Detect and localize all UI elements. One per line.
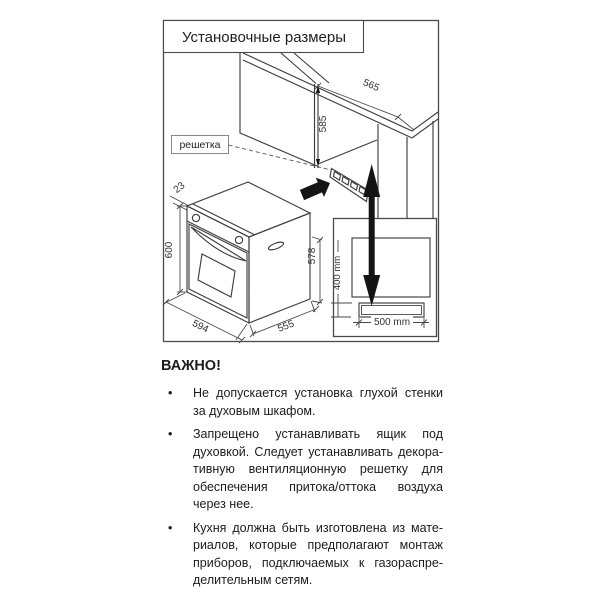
diagram-border [164,21,439,342]
oven-handle [191,227,246,261]
text-line: обеспечения притока/оттока воздуха [193,479,443,494]
dim-oven-side-height-label: 578 [307,247,318,265]
text-line: Запрещено устанавливать ящик под [193,427,443,441]
dim-cutout-height-label: 400 mm [332,255,343,291]
insert-direction-arrow [300,178,330,201]
text-line: Не допускается установка глухой стенки [193,386,443,400]
grille-leader-line [229,145,332,170]
dim-oven-side-height [312,237,323,305]
text-line: духовкой. Следует устанавливать декора- [193,444,443,459]
list-item [161,426,443,514]
vent-grille [330,169,368,202]
text-line: риалов, которые предполагают монтаж [193,538,443,552]
dim-oven-height [177,203,188,295]
oven-drawing [187,182,310,323]
text-line: тивную вентиляционную решетку для [193,462,443,476]
oven-knob [235,236,242,243]
bullet-text [193,520,443,590]
oven-side-handle [268,241,285,252]
dim-top-offset-label: 23 [171,180,188,196]
important-section [161,357,443,596]
oven-window [198,254,235,297]
bullet-marker: • [168,520,173,535]
dim-niche-depth-label: 565 [361,77,381,95]
text-line: через нее. [193,497,254,511]
dim-oven-height-label: 600 [164,241,175,259]
cutout-detail-view [331,219,437,337]
oven-knob [192,214,199,221]
text-line: Кухня должна быть изготовлена из мате- [193,520,443,535]
text-line: за духовым шкафом. [193,403,316,418]
text-line: приборов, подключаемых к газораспре- [193,555,443,570]
list-item [161,520,443,590]
bullet-text [193,385,443,420]
grille-label: решетка [179,139,221,151]
dim-niche-depth [315,83,414,133]
bullet-text [193,426,443,514]
dim-cutout-width-label: 500 mm [373,317,411,328]
list-item [161,385,443,420]
dim-oven-width-label: 594 [190,318,211,336]
diagram-title: Установочные размеры [181,29,347,46]
dim-top-offset [170,196,189,210]
text-line: делительным сетям. [193,573,313,587]
dim-niche-height-label: 585 [318,115,329,133]
important-heading: ВАЖНО! [161,358,221,374]
dim-oven-depth-label: 555 [276,318,296,335]
bullet-marker: • [168,427,173,441]
bullet-marker: • [168,386,173,400]
